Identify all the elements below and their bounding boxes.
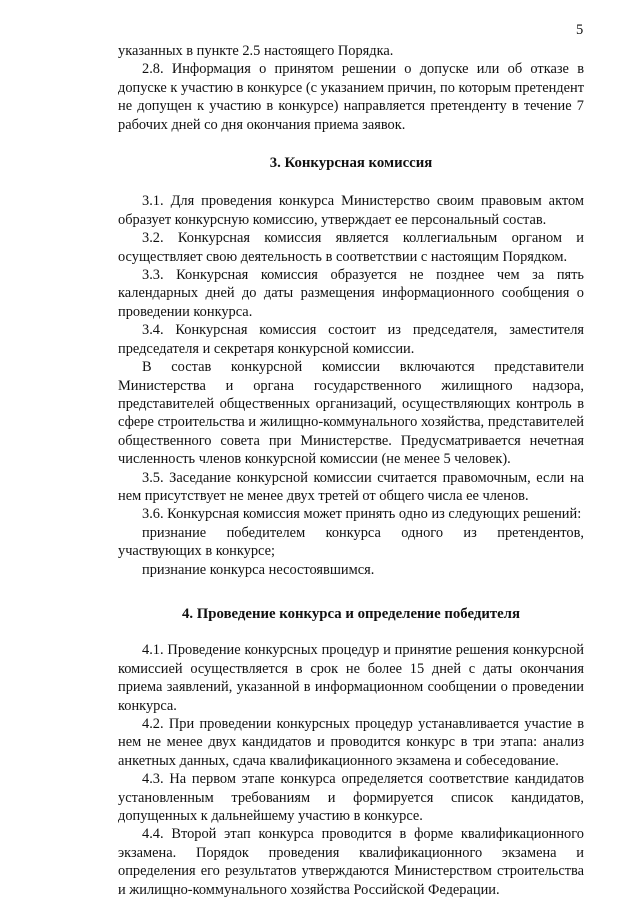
paragraph: В состав конкурсной комиссии включаются представители Министерства и органа государственного жилищного надзора, представителей общественных организаций, осуществляющих контроль в сфере строительства и жилищно-коммунального хозяйства, представителей общественного совета при Министерстве. Предусматривается нечетная численность членов конкурсной комиссии (не менее 5 человек).: [118, 359, 584, 468]
paragraph: 2.8. Информация о принятом решении о допуске или об отказе в допуске к участию в конкурсе (с указанием причин, по которым претендент не допущен к участию в конкурсе) направляется претенденту в течение 7 рабочих дней со дня окончания приема заявок.: [118, 61, 584, 133]
paragraph: указанных в пункте 2.5 настоящего Порядка.: [118, 43, 394, 59]
document-body: [118, 42, 584, 899]
paragraph: 4.3. На первом этапе конкурса определяется соответствие кандидатов установленным требованиям и формируется список кандидатов, допущенных к дальнейшему участию в конкурсе.: [118, 771, 584, 825]
list-item: признание конкурса несостоявшимся.: [142, 561, 375, 578]
section-heading: 3. Конкурсная комиссия: [269, 155, 433, 172]
paragraph: 3.6. Конкурсная комиссия может принять одно из следующих решений:: [142, 506, 582, 523]
paragraph: 4.4. Второй этап конкурса проводится в форме квалификационного экзамена. Порядок проведения квалификационного экзамена и определения его результатов утверждаются Министерством строительства и жилищно-коммунального хозяйства Российской Федерации.: [118, 826, 584, 898]
paragraph: 3.2. Конкурсная комиссия является коллегиальным органом и осуществляет свою деятельность в соответствии с настоящим Порядком.: [118, 230, 584, 265]
paragraph: 4.1. Проведение конкурсных процедур и принятие решения конкурсной комиссией осуществляется в срок не более 15 дней с даты окончания приема заявлений, указанной в информационном сообщении о проведении конкурса.: [118, 642, 584, 714]
paragraph: 3.4. Конкурсная комиссия состоит из председателя, заместителя председателя и секретаря конкурсной комиссии.: [118, 322, 584, 357]
paragraph: 3.5. Заседание конкурсной комиссии считается правомочным, если на нем присутствует не менее двух третей от общего числа ее членов.: [118, 469, 584, 504]
paragraph: 4.2. При проведении конкурсных процедур устанавливается участие в нем не менее двух кандидатов и проводится конкурс в три этапа: анализ анкетных данных, сдача квалификационного экзамена и собеседование.: [118, 716, 584, 769]
section-heading: 4. Проведение конкурса и определение победителя: [182, 605, 520, 622]
page-number: 5: [576, 22, 584, 38]
paragraph: 3.3. Конкурсная комиссия образуется не позднее чем за пять календарных дней до даты размещения информационного сообщения о проведении конкурса.: [118, 267, 584, 320]
list-item: признание победителем конкурса одного из претендентов, участвующих в конкурсе;: [118, 524, 584, 560]
paragraph: 3.1. Для проведения конкурса Министерство своим правовым актом образует конкурсную комиссию, утверждает ее персональный состав.: [118, 193, 584, 228]
